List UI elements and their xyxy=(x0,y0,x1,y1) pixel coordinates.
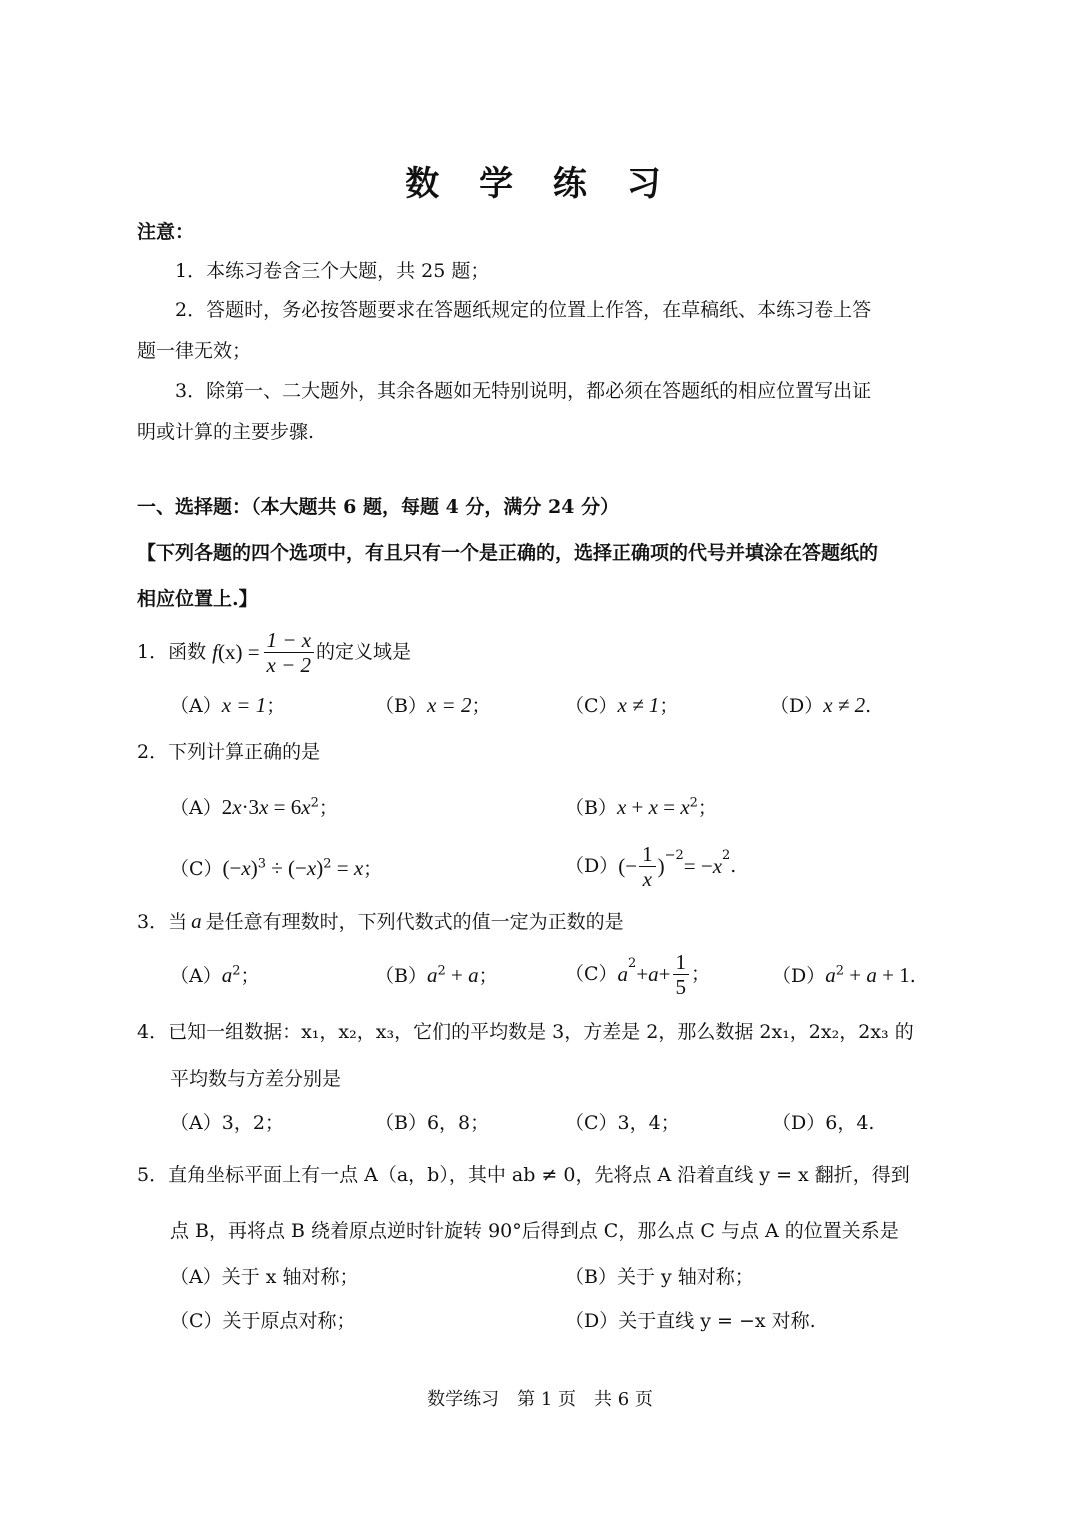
option-5d: （D）关于直线 y = −x 对称. xyxy=(565,1310,816,1332)
option-2d: （D） (− $\frac{1}{x}$ ) $^{-2}$ = − x $^2$ . xyxy=(565,841,737,891)
section-heading: 一、选择题：（本大题共 6 题，每题 4 分，满分 24 分） xyxy=(137,496,620,518)
option-1a: （A）x = 1； xyxy=(170,693,286,717)
option-2b: $(B)x + x = x^2$； xyxy=(565,795,717,819)
option-1d: （D）x ≠ 2. xyxy=(770,693,872,717)
question-4-stem-cont: 平均数与方差分别是 xyxy=(170,1068,342,1090)
option-3a: $(A)a^2$； xyxy=(170,963,260,987)
notice-item-2: 2．答题时，务必按答题要求在答题纸规定的位置上作答，在草稿纸、本练习卷上答 xyxy=(175,299,872,321)
question-5-stem: 5．直角坐标平面上有一点 A（a，b），其中 ab ≠ 0，先将点 A 沿着直线 y = x 翻折，得到 xyxy=(137,1164,910,1186)
page-footer: 数学练习 第 1 页 共 6 页 xyxy=(427,1389,653,1410)
option-5c: （C）关于原点对称； xyxy=(170,1310,356,1332)
section-instruction-cont: 相应位置上.】 xyxy=(137,588,258,610)
question-3-stem: 3．当 a 是任意有理数时，下列代数式的值一定为正数的是 xyxy=(137,909,624,933)
question-number: 1． xyxy=(137,641,169,663)
notice-item-3: 3．除第一、二大题外，其余各题如无特别说明，都必须在答题纸的相应位置写出证 xyxy=(175,380,872,402)
question-5-stem-cont: 点 B，再将点 B 绕着原点逆时针旋转 90°后得到点 C，那么点 C 与点 A 的位置关系是 xyxy=(170,1220,899,1242)
notice-item-3-cont: 明或计算的主要步骤. xyxy=(137,421,315,443)
notice-heading: 注意： xyxy=(137,221,195,243)
question-1-stem: 1． 函数 f (x) = $\frac{1 - x}{x - 2}$ 的定义域是 xyxy=(137,627,412,677)
section-instruction: 【下列各题的四个选项中，有且只有一个是正确的，选择正确项的代号并填涂在答题纸的 xyxy=(137,542,879,564)
option-3d: $(D)a^2 + a + 1$. xyxy=(772,963,916,987)
question-4-stem: 4．已知一组数据：x₁，x₂，x₃，它们的平均数是 3，方差是 2，那么数据 2x₁，2x₂，2x₃ 的 xyxy=(137,1021,914,1043)
option-3c: （C） a $^2$ + a + $\frac{1}{5}$ ； xyxy=(565,949,711,999)
option-1b: （B）x = 2； xyxy=(375,693,491,717)
option-4c: （C）3，4； xyxy=(565,1112,680,1134)
option-2c: $(C)(-x)^3 \div (-x)^2 = x$； xyxy=(170,856,383,880)
option-1c: （C）x ≠ 1； xyxy=(565,693,679,717)
question-number: 2． xyxy=(137,741,169,763)
option-4a: （A）3，2； xyxy=(170,1112,284,1134)
notice-item-1: 1．本练习卷含三个大题，共 25 题； xyxy=(175,260,490,282)
option-3b: $(B)a^2 + a$； xyxy=(375,963,498,987)
question-number: 5． xyxy=(137,1164,169,1186)
option-4d: （D）6，4. xyxy=(772,1112,875,1134)
option-4b: （B）6，8； xyxy=(375,1112,490,1134)
question-number: 4． xyxy=(137,1021,169,1043)
option-5a: （A）关于 x 轴对称； xyxy=(170,1266,359,1288)
fraction: $\frac{1 - x}{x - 2}$ xyxy=(264,628,315,677)
page-title: 数 学 练 习 xyxy=(405,164,675,204)
option-2a: $(A)2x\cdot 3x = 6x^2$； xyxy=(170,795,338,819)
notice-item-2-cont: 题一律无效； xyxy=(137,340,252,362)
option-5b: （B）关于 y 轴对称； xyxy=(565,1266,754,1288)
question-2-stem: 2．下列计算正确的是 xyxy=(137,741,321,763)
question-number: 3． xyxy=(137,911,169,933)
